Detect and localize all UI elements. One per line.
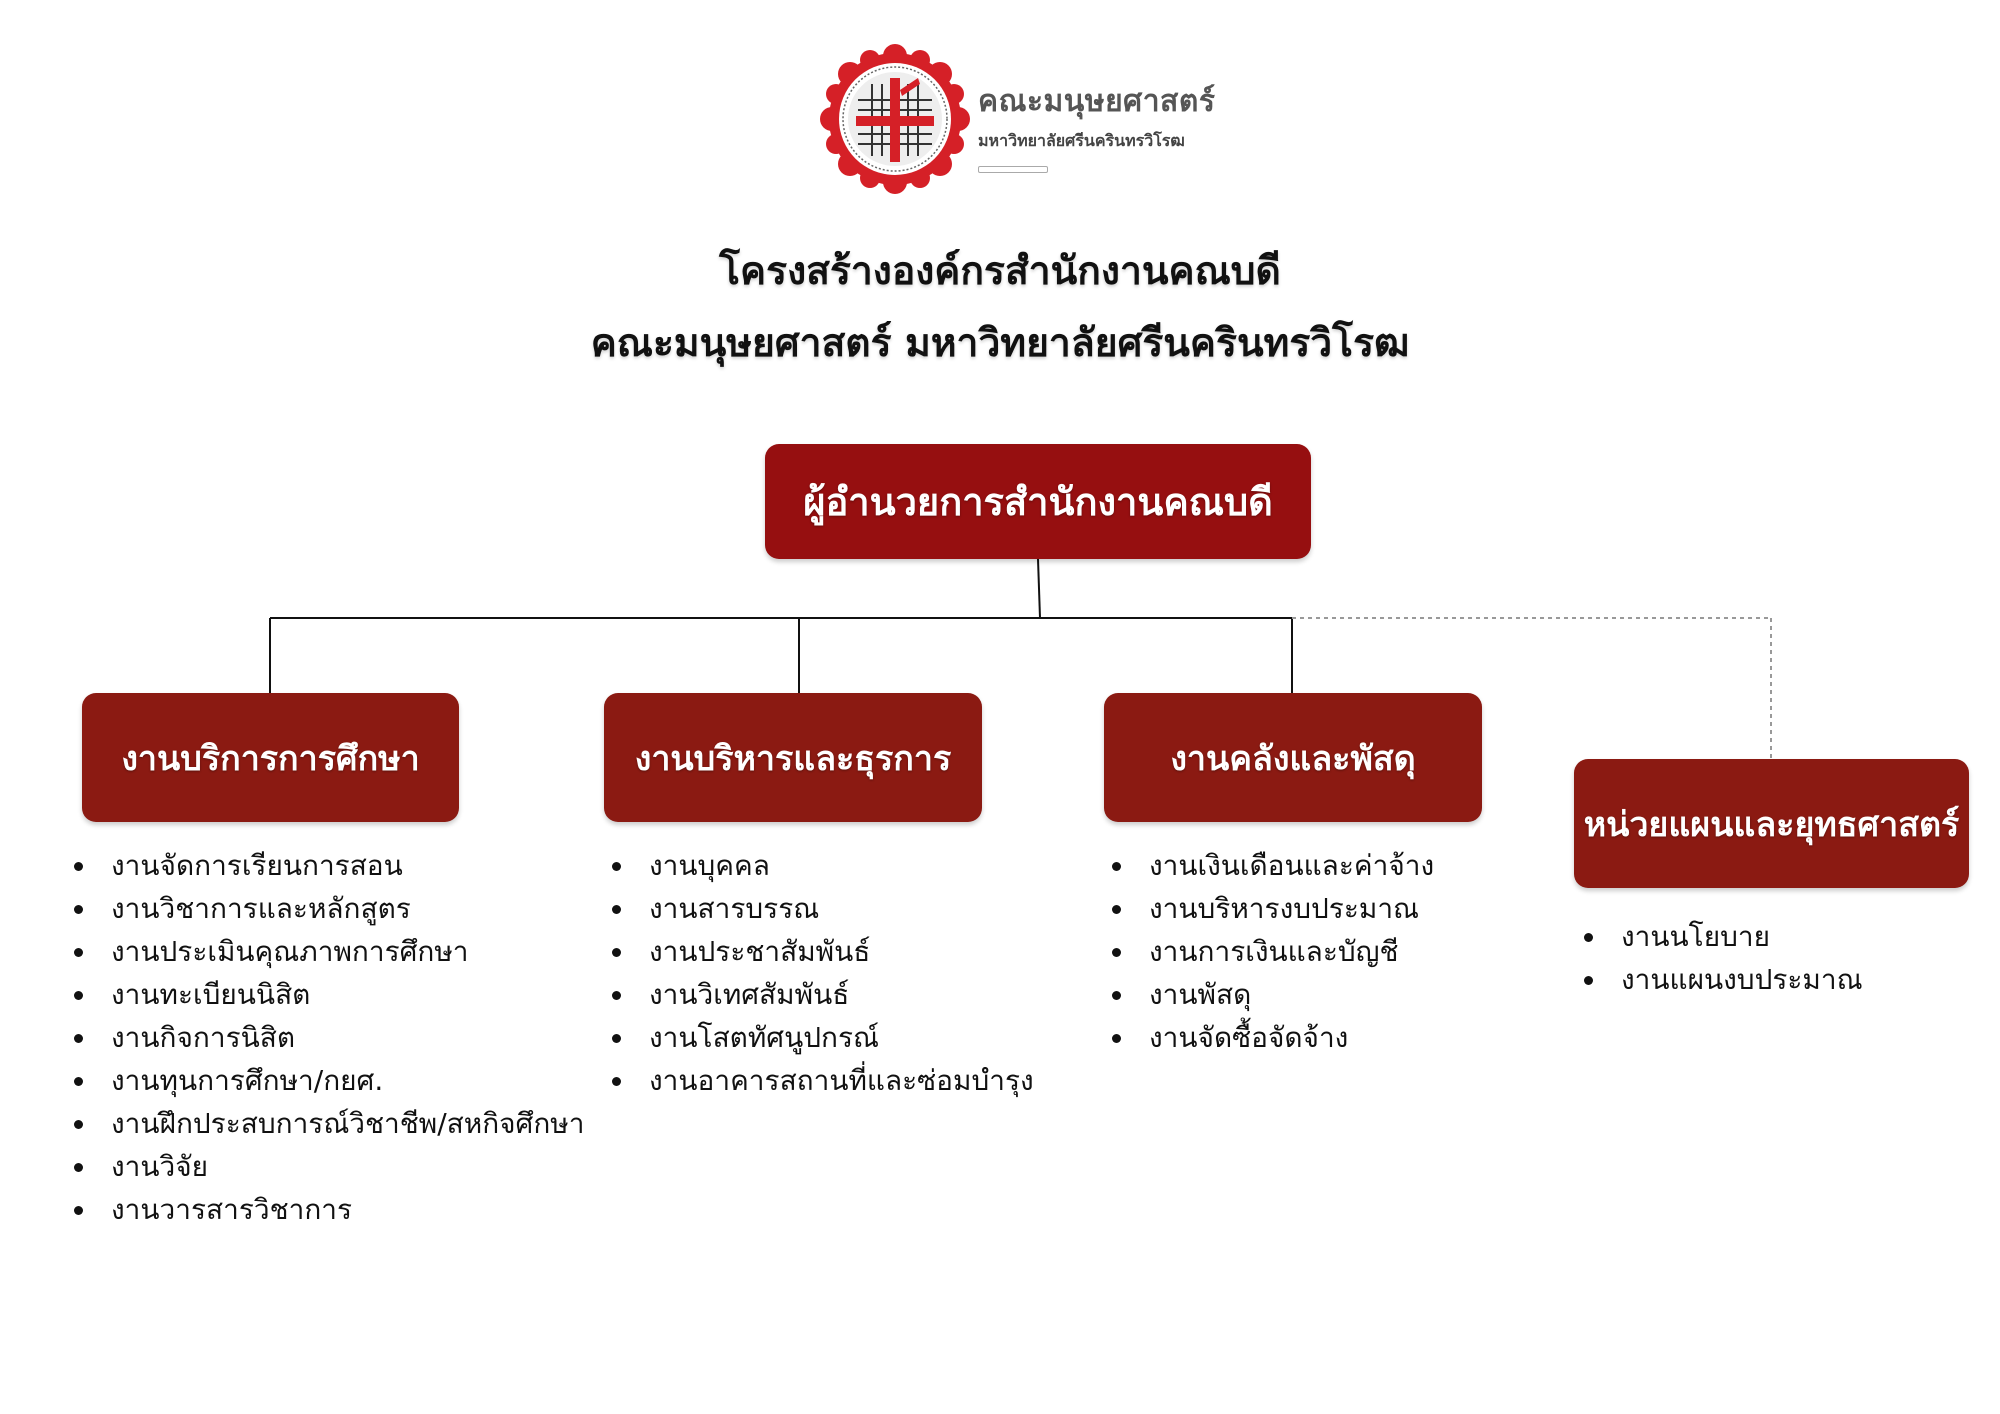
list-item: งานเงินเดือนและค่าจ้าง — [1112, 844, 1434, 887]
list-item: งานบริหารงบประมาณ — [1112, 887, 1434, 930]
connector-root-down — [1038, 559, 1040, 618]
logo-text — [978, 78, 1215, 173]
director-box: ผู้อำนวยการสำนักงานคณบดี — [765, 444, 1311, 559]
logo-university-name: มหาวิทยาลัยศรีนครินทรวิโรฒ — [978, 131, 1185, 150]
list-item: งานประชาสัมพันธ์ — [612, 930, 1034, 973]
unit-box-finance-supplies: งานคลังและพัสดุ — [1104, 693, 1482, 822]
unit-box-planning-strategy: หน่วยแผนและยุทธศาสตร์ — [1574, 759, 1969, 888]
education-services-list — [74, 844, 584, 1231]
planning-strategy-list — [1584, 915, 1863, 1001]
list-item: งานวิจัย — [74, 1145, 584, 1188]
page-title-line-1: โครงสร้างองค์กรสำนักงานคณบดี — [719, 249, 1281, 294]
list-item: งานประเมินคุณภาพการศึกษา — [74, 930, 584, 973]
logo-underline-bar — [978, 166, 1048, 173]
list-item: งานบุคคล — [612, 844, 1034, 887]
list-item: งานวิเทศสัมพันธ์ — [612, 973, 1034, 1016]
list-item: งานจัดการเรียนการสอน — [74, 844, 584, 887]
unit-box-education-services: งานบริการการศึกษา — [82, 693, 459, 822]
list-item: งานฝึกประสบการณ์วิชาชีพ/สหกิจศึกษา — [74, 1102, 584, 1145]
list-item: งานนโยบาย — [1584, 915, 1863, 958]
list-item: งานอาคารสถานที่และซ่อมบำรุง — [612, 1059, 1034, 1102]
list-item: งานกิจการนิสิต — [74, 1016, 584, 1059]
faculty-logo-seal-icon — [820, 44, 970, 194]
list-item: งานสารบรรณ — [612, 887, 1034, 930]
unit-box-administration: งานบริหารและธุรการ — [604, 693, 982, 822]
list-item: งานทะเบียนนิสิต — [74, 973, 584, 1016]
page-title-line-2: คณะมนุษยศาสตร์ มหาวิทยาลัยศรีนครินทรวิโรฒ — [590, 321, 1410, 366]
finance-supplies-list — [1112, 844, 1434, 1059]
list-item: งานพัสดุ — [1112, 973, 1434, 1016]
logo-faculty-name: คณะมนุษยศาสตร์ — [978, 84, 1216, 119]
list-item: งานจัดซื้อจัดจ้าง — [1112, 1016, 1434, 1059]
list-item: งานทุนการศึกษา/กยศ. — [74, 1059, 584, 1102]
list-item: งานวารสารวิชาการ — [74, 1188, 584, 1231]
list-item: งานแผนงบประมาณ — [1584, 958, 1863, 1001]
administration-list — [612, 844, 1034, 1102]
list-item: งานโสตทัศนูปกรณ์ — [612, 1016, 1034, 1059]
list-item: งานการเงินและบัญชี — [1112, 930, 1434, 973]
list-item: งานวิชาการและหลักสูตร — [74, 887, 584, 930]
